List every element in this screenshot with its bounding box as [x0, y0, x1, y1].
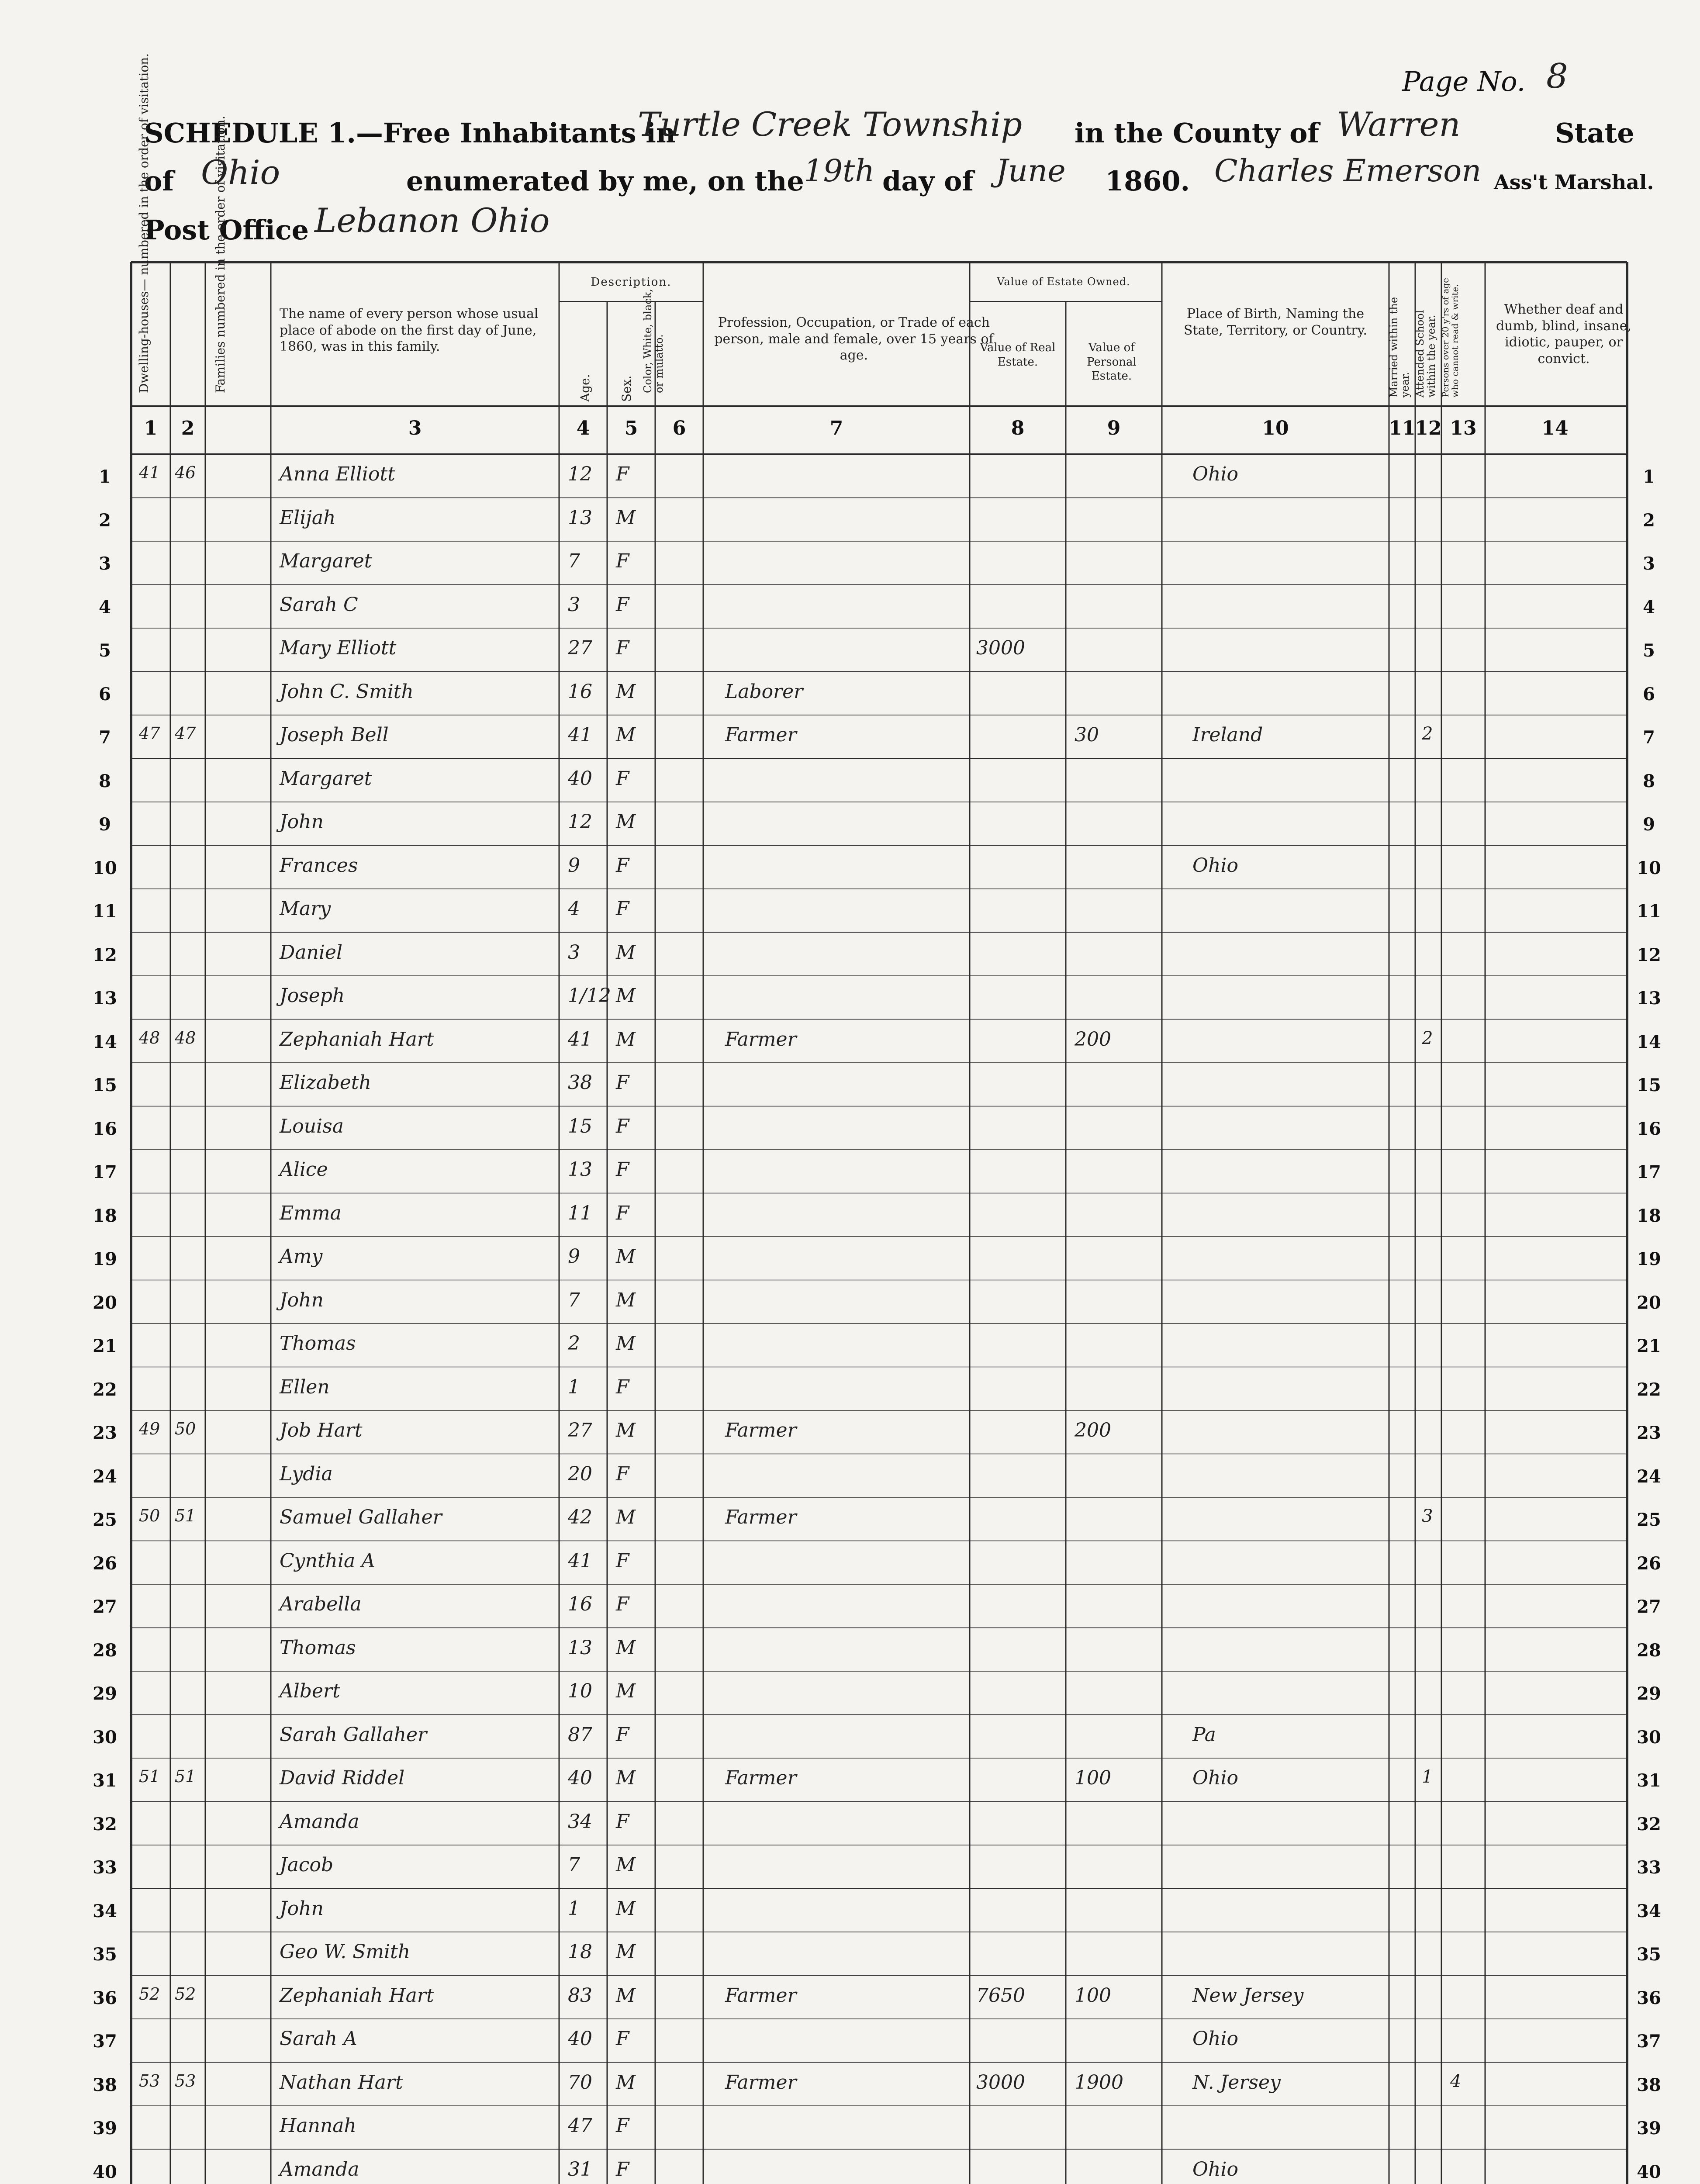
- line-number-right: 25: [1637, 1510, 1661, 1530]
- birthplace-value: Ireland: [1192, 724, 1263, 746]
- sex-value: F: [616, 1071, 629, 1094]
- person-name: Geo W. Smith: [280, 1941, 411, 1963]
- family-number: 46: [175, 463, 196, 482]
- sex-value: F: [616, 1115, 629, 1137]
- col-estate-header: Value of Estate Owned.: [997, 276, 1130, 288]
- line-number-right: 1: [1643, 467, 1655, 487]
- line-number-left: 14: [93, 1031, 117, 1052]
- sex-value: M: [616, 1332, 636, 1355]
- personal-estate-value: 30: [1075, 724, 1099, 746]
- column-number: 13: [1450, 417, 1477, 439]
- column-number: 2: [181, 417, 195, 439]
- real-estate-value: 3000: [976, 637, 1025, 659]
- age-value: 70: [568, 2071, 592, 2094]
- line-number-right: 36: [1637, 1987, 1661, 2008]
- sex-value: F: [616, 898, 629, 920]
- sex-value: F: [616, 2115, 629, 2137]
- person-name: Thomas: [280, 1636, 356, 1659]
- birthplace-value: Ohio: [1192, 1767, 1238, 1789]
- column-number: 4: [576, 417, 590, 439]
- dwelling-number: 53: [139, 2071, 160, 2091]
- family-number: 52: [175, 1984, 196, 2004]
- month-value: June: [996, 153, 1066, 189]
- sex-value: M: [616, 811, 636, 833]
- person-name: Elizabeth: [280, 1071, 371, 1094]
- line-number-left: 9: [99, 814, 111, 835]
- person-name: Arabella: [280, 1593, 362, 1615]
- line-number-right: 30: [1637, 1727, 1661, 1748]
- age-value: 4: [568, 898, 580, 920]
- sex-value: F: [616, 1375, 629, 1398]
- column-number: 7: [829, 417, 843, 439]
- line-number-right: 17: [1637, 1162, 1661, 1182]
- col-married-header: Married within the year.: [1388, 297, 1412, 397]
- line-number-right: 23: [1637, 1423, 1661, 1443]
- person-name: Amy: [280, 1245, 323, 1268]
- age-value: 1: [568, 1375, 580, 1398]
- col-description-header: Description.: [591, 276, 672, 289]
- birthplace-value: N. Jersey: [1192, 2071, 1281, 2094]
- person-name: Mary Elliott: [280, 637, 397, 659]
- line-number-left: 30: [93, 1727, 117, 1748]
- line-number-left: 33: [93, 1857, 117, 1878]
- dwelling-number: 47: [139, 724, 160, 743]
- person-name: John: [280, 1897, 324, 1920]
- col-personal-estate-header: Value of Personal Estate.: [1087, 341, 1137, 383]
- line-number-right: 5: [1643, 640, 1655, 661]
- person-name: Hannah: [280, 2115, 356, 2137]
- line-number-right: 38: [1637, 2074, 1661, 2095]
- person-name: John C. Smith: [280, 680, 414, 703]
- age-value: 42: [568, 1506, 592, 1528]
- col-school-header: Attended School within the year.: [1414, 310, 1438, 397]
- dwelling-number: 48: [139, 1028, 160, 1047]
- age-value: 2: [568, 1332, 580, 1355]
- line-number-left: 40: [93, 2161, 117, 2182]
- line-number-right: 11: [1637, 901, 1661, 922]
- line-number-right: 35: [1637, 1944, 1661, 1965]
- age-value: 16: [568, 680, 592, 703]
- post-office-value: Lebanon Ohio: [314, 201, 550, 240]
- person-name: Zephaniah Hart: [280, 1984, 434, 2007]
- occupation-value: Farmer: [725, 724, 797, 746]
- school-mark: 3: [1422, 1506, 1433, 1526]
- person-name: Sarah A: [280, 2028, 357, 2050]
- col-family-header: Families numbered in the order of visitation.: [213, 115, 228, 393]
- occupation-value: Farmer: [725, 1984, 797, 2007]
- real-estate-value: 3000: [976, 2071, 1025, 2094]
- state-value: Ohio: [201, 153, 280, 192]
- person-name: Anna Elliott: [280, 463, 395, 485]
- line-number-right: 22: [1637, 1379, 1661, 1400]
- age-value: 13: [568, 506, 592, 529]
- line-number-right: 16: [1637, 1118, 1661, 1139]
- line-number-left: 29: [93, 1683, 117, 1704]
- line-number-right: 37: [1637, 2031, 1661, 2052]
- line-number-right: 4: [1643, 597, 1655, 618]
- person-name: Lydia: [280, 1462, 333, 1485]
- person-name: Alice: [280, 1158, 328, 1181]
- person-name: Margaret: [280, 550, 372, 572]
- line-number-right: 24: [1637, 1466, 1661, 1487]
- person-name: Frances: [280, 854, 358, 877]
- line-number-left: 23: [93, 1423, 117, 1443]
- sex-value: M: [616, 1028, 636, 1051]
- age-value: 9: [568, 854, 580, 877]
- person-name: Cynthia A: [280, 1549, 375, 1572]
- line-number-left: 2: [99, 510, 111, 531]
- sex-value: M: [616, 1636, 636, 1659]
- age-value: 1: [568, 1897, 580, 1920]
- person-name: Nathan Hart: [280, 2071, 403, 2094]
- family-number: 47: [175, 724, 196, 743]
- age-value: 41: [568, 1549, 592, 1572]
- line-number-left: 35: [93, 1944, 117, 1965]
- line-number-left: 16: [93, 1118, 117, 1139]
- sex-value: F: [616, 2028, 629, 2050]
- line-number-left: 27: [93, 1597, 117, 1617]
- line-number-right: 10: [1637, 857, 1661, 878]
- line-number-right: 12: [1637, 944, 1661, 965]
- real-estate-value: 7650: [976, 1984, 1025, 2007]
- age-value: 27: [568, 637, 592, 659]
- line-number-right: 33: [1637, 1857, 1661, 1878]
- age-value: 3: [568, 941, 580, 964]
- sex-value: M: [616, 941, 636, 964]
- dwelling-number: 50: [139, 1506, 160, 1525]
- age-value: 40: [568, 1767, 592, 1789]
- line-number-right: 2: [1643, 510, 1655, 531]
- family-number: 51: [175, 1506, 196, 1525]
- line-number-left: 38: [93, 2074, 117, 2095]
- age-value: 40: [568, 767, 592, 790]
- line-number-right: 26: [1637, 1553, 1661, 1574]
- person-name: Thomas: [280, 1332, 356, 1355]
- line-number-right: 19: [1637, 1249, 1661, 1269]
- line-number-right: 39: [1637, 2118, 1661, 2139]
- family-number: 48: [175, 1028, 196, 1047]
- age-value: 7: [568, 550, 580, 572]
- col-color-header: Color, White, black, or mulatto.: [642, 289, 666, 393]
- col-sex-header: Sex.: [619, 375, 634, 402]
- line-number-right: 15: [1637, 1075, 1661, 1095]
- age-value: 27: [568, 1419, 592, 1441]
- line-number-left: 37: [93, 2031, 117, 2052]
- age-value: 41: [568, 1028, 592, 1051]
- age-value: 7: [568, 1289, 580, 1311]
- occupation-value: Laborer: [725, 680, 803, 703]
- line-number-right: 13: [1637, 988, 1661, 1009]
- line-number-left: 21: [93, 1336, 117, 1356]
- line-number-left: 17: [93, 1162, 117, 1182]
- sex-value: F: [616, 1593, 629, 1615]
- line-number-right: 31: [1637, 1770, 1661, 1791]
- day-value: 19th: [804, 153, 875, 189]
- day-of-label: day of: [882, 165, 974, 197]
- sex-value: F: [616, 1202, 629, 1224]
- person-name: John: [280, 1289, 324, 1311]
- person-name: Ellen: [280, 1375, 330, 1398]
- dwelling-number: 51: [139, 1767, 160, 1786]
- age-value: 31: [568, 2158, 592, 2181]
- person-name: Sarah C: [280, 593, 358, 616]
- personal-estate-value: 200: [1075, 1028, 1111, 1051]
- school-mark: 2: [1422, 724, 1433, 744]
- age-value: 3: [568, 593, 580, 616]
- person-name: Emma: [280, 1202, 342, 1224]
- enumerated-label: enumerated by me, on the: [406, 165, 804, 197]
- age-value: 16: [568, 1593, 592, 1615]
- line-number-left: 13: [93, 988, 117, 1009]
- column-number: 12: [1415, 417, 1442, 439]
- line-number-left: 26: [93, 1553, 117, 1574]
- col-read-header: Persons over 20 y'rs of age who cannot read & write.: [1440, 277, 1460, 397]
- line-number-right: 28: [1637, 1640, 1661, 1661]
- col-condition-header: Whether deaf and dumb, blind, insane, idiotic, pauper, or convict.: [1496, 302, 1632, 366]
- sex-value: F: [616, 1549, 629, 1572]
- person-name: Joseph: [280, 985, 345, 1007]
- age-value: 15: [568, 1115, 592, 1137]
- age-value: 7: [568, 1854, 580, 1876]
- sex-value: F: [616, 463, 629, 485]
- personal-estate-value: 100: [1075, 1984, 1111, 2007]
- birthplace-value: Ohio: [1192, 2158, 1238, 2181]
- line-number-left: 20: [93, 1292, 117, 1313]
- line-number-right: 18: [1637, 1205, 1661, 1226]
- school-mark: 1: [1422, 1767, 1433, 1787]
- age-value: 38: [568, 1071, 592, 1094]
- line-number-left: 39: [93, 2118, 117, 2139]
- person-name: Amanda: [280, 1810, 359, 1833]
- marshal-name: Charles Emerson: [1214, 153, 1482, 189]
- line-number-right: 7: [1643, 727, 1655, 748]
- column-number: 6: [672, 417, 686, 439]
- line-number-left: 5: [99, 640, 111, 661]
- col-real-estate-header: Value of Real Estate.: [980, 341, 1056, 369]
- line-number-right: 6: [1643, 684, 1655, 705]
- birthplace-value: Pa: [1192, 1723, 1216, 1746]
- sex-value: M: [616, 1854, 636, 1876]
- family-number: 53: [175, 2071, 196, 2091]
- sex-value: M: [616, 2071, 636, 2094]
- age-value: 12: [568, 811, 592, 833]
- occupation-value: Farmer: [725, 1028, 797, 1051]
- line-number-right: 20: [1637, 1292, 1661, 1313]
- county-value: Warren: [1337, 105, 1461, 144]
- person-name: Albert: [280, 1680, 340, 1702]
- age-value: 13: [568, 1636, 592, 1659]
- line-number-left: 10: [93, 857, 117, 878]
- column-number: 1: [144, 417, 158, 439]
- sex-value: M: [616, 1897, 636, 1920]
- line-number-right: 8: [1643, 771, 1655, 791]
- dwelling-number: 49: [139, 1419, 160, 1438]
- person-name: Zephaniah Hart: [280, 1028, 434, 1051]
- person-name: David Riddel: [280, 1767, 405, 1789]
- age-value: 41: [568, 724, 592, 746]
- county-label: in the County of: [1075, 117, 1320, 149]
- age-value: 40: [568, 2028, 592, 2050]
- personal-estate-value: 1900: [1075, 2071, 1123, 2094]
- age-value: 20: [568, 1462, 592, 1485]
- line-number-right: 32: [1637, 1814, 1661, 1835]
- line-number-left: 12: [93, 944, 117, 965]
- column-number: 8: [1011, 417, 1025, 439]
- school-mark: 2: [1422, 1028, 1433, 1048]
- age-value: 11: [568, 1202, 592, 1224]
- sex-value: F: [616, 550, 629, 572]
- personal-estate-value: 100: [1075, 1767, 1111, 1789]
- line-number-left: 19: [93, 1249, 117, 1269]
- sex-value: M: [616, 1419, 636, 1441]
- sex-value: M: [616, 506, 636, 529]
- sex-value: M: [616, 724, 636, 746]
- line-number-left: 22: [93, 1379, 117, 1400]
- sex-value: F: [616, 1158, 629, 1181]
- birthplace-value: Ohio: [1192, 2028, 1238, 2050]
- state-label: State: [1555, 117, 1634, 149]
- sex-value: F: [616, 637, 629, 659]
- column-number: 9: [1107, 417, 1121, 439]
- sex-value: M: [616, 1506, 636, 1528]
- age-value: 9: [568, 1245, 580, 1268]
- sex-value: M: [616, 1767, 636, 1789]
- township-value: Turtle Creek Township: [638, 105, 1023, 144]
- line-number-right: 27: [1637, 1597, 1661, 1617]
- line-number-left: 36: [93, 1987, 117, 2008]
- col-occupation-header: Profession, Occupation, or Trade of each person, male and female, over 15 years of age.: [714, 315, 994, 363]
- column-number: 14: [1541, 417, 1569, 439]
- line-number-left: 1: [99, 467, 111, 487]
- personal-estate-value: 200: [1075, 1419, 1111, 1441]
- line-number-left: 28: [93, 1640, 117, 1661]
- of-label: of: [144, 165, 174, 197]
- column-number: 10: [1262, 417, 1289, 439]
- person-name: Samuel Gallaher: [280, 1506, 442, 1528]
- col-age-header: Age.: [578, 374, 592, 402]
- age-value: 47: [568, 2115, 592, 2137]
- line-number-left: 31: [93, 1770, 117, 1791]
- line-number-left: 32: [93, 1814, 117, 1835]
- sex-value: F: [616, 767, 629, 790]
- person-name: Amanda: [280, 2158, 359, 2181]
- line-number-right: 29: [1637, 1683, 1661, 1704]
- line-number-left: 34: [93, 1901, 117, 1921]
- age-value: 18: [568, 1941, 592, 1963]
- occupation-value: Farmer: [725, 1767, 797, 1789]
- col-name-header: The name of every person whose usual place of abode on the first day of June, 1860, was in this family.: [280, 306, 539, 354]
- line-number-left: 15: [93, 1075, 117, 1095]
- marshal-label: Ass't Marshal.: [1494, 170, 1654, 194]
- line-number-left: 18: [93, 1205, 117, 1226]
- line-number-left: 8: [99, 771, 111, 791]
- person-name: Daniel: [280, 941, 343, 964]
- person-name: Margaret: [280, 767, 372, 790]
- family-number: 50: [175, 1419, 196, 1438]
- sex-value: M: [616, 1984, 636, 2007]
- dwelling-number: 52: [139, 1984, 160, 2004]
- line-number-left: 4: [99, 597, 111, 618]
- line-number-left: 11: [93, 901, 117, 922]
- sex-value: F: [616, 1810, 629, 1833]
- line-number-left: 3: [99, 553, 111, 574]
- age-value: 34: [568, 1810, 592, 1833]
- birthplace-value: Ohio: [1192, 854, 1238, 877]
- column-number: 11: [1389, 417, 1416, 439]
- occupation-value: Farmer: [725, 1419, 797, 1441]
- schedule-title: SCHEDULE 1.—Free Inhabitants in: [144, 117, 676, 149]
- line-number-right: 3: [1643, 553, 1655, 574]
- line-number-right: 21: [1637, 1336, 1661, 1356]
- sex-value: F: [616, 854, 629, 877]
- sex-value: M: [616, 1245, 636, 1268]
- sex-value: M: [616, 985, 636, 1007]
- line-number-right: 14: [1637, 1031, 1661, 1052]
- sex-value: M: [616, 1289, 636, 1311]
- col-dwelling-header: Dwelling-houses— numbered in the order of visitation.: [137, 53, 151, 393]
- age-value: 12: [568, 463, 592, 485]
- birthplace-value: Ohio: [1192, 463, 1238, 485]
- sex-value: F: [616, 1723, 629, 1746]
- person-name: Jacob: [280, 1854, 334, 1876]
- year-label: 1860.: [1105, 165, 1190, 197]
- age-value: 13: [568, 1158, 592, 1181]
- sex-value: M: [616, 680, 636, 703]
- birthplace-value: New Jersey: [1192, 1984, 1304, 2007]
- person-name: Job Hart: [280, 1419, 363, 1441]
- person-name: John: [280, 811, 324, 833]
- person-name: Sarah Gallaher: [280, 1723, 427, 1746]
- line-number-right: 40: [1637, 2161, 1661, 2182]
- occupation-value: Farmer: [725, 2071, 797, 2094]
- line-number-right: 34: [1637, 1901, 1661, 1921]
- col-birth-header: Place of Birth, Naming the State, Territory, or Country.: [1183, 306, 1368, 338]
- column-number: 5: [624, 417, 638, 439]
- sex-value: F: [616, 2158, 629, 2181]
- person-name: Louisa: [280, 1115, 344, 1137]
- line-number-left: 24: [93, 1466, 117, 1487]
- age-value: 87: [568, 1723, 592, 1746]
- post-office-label: Post Office: [144, 214, 309, 246]
- age-value: 1/12: [568, 985, 611, 1007]
- line-number-left: 7: [99, 727, 111, 748]
- page-number: 8: [1546, 57, 1568, 96]
- read-mark: 4: [1450, 2071, 1462, 2091]
- age-value: 83: [568, 1984, 592, 2007]
- dwelling-number: 41: [139, 463, 160, 482]
- line-number-left: 6: [99, 684, 111, 705]
- occupation-value: Farmer: [725, 1506, 797, 1528]
- family-number: 51: [175, 1767, 196, 1786]
- sex-value: M: [616, 1941, 636, 1963]
- line-number-right: 9: [1643, 814, 1655, 835]
- age-value: 10: [568, 1680, 592, 1702]
- line-number-left: 25: [93, 1510, 117, 1530]
- page-number-label: Page No.: [1402, 66, 1526, 97]
- person-name: Elijah: [280, 506, 336, 529]
- sex-value: M: [616, 1680, 636, 1702]
- sex-value: F: [616, 593, 629, 616]
- person-name: Mary: [280, 898, 331, 920]
- person-name: Joseph Bell: [280, 724, 389, 746]
- sex-value: F: [616, 1462, 629, 1485]
- column-number: 3: [408, 417, 422, 439]
